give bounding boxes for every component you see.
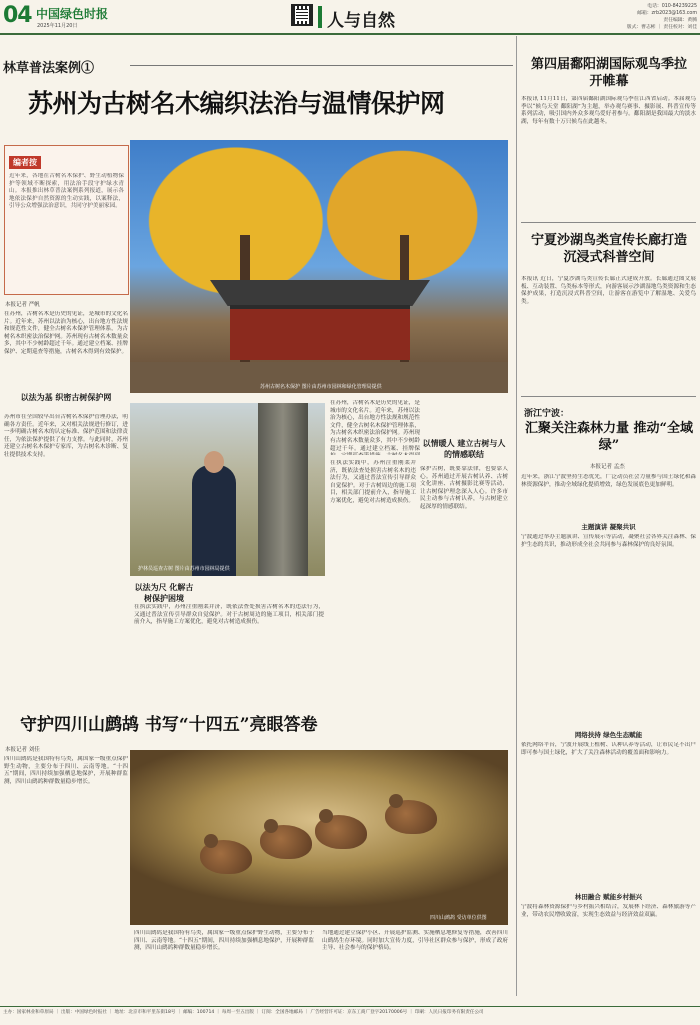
article-3-text-3: 依托网络平台，宁波开展线上植树、认种认养等活动，让市民足不出户即可参与国土绿化，扩大了关注森林活动的覆盖面和影响力。 bbox=[521, 742, 696, 756]
article-3-subhead-1: 主题演讲 凝聚共识 bbox=[581, 523, 636, 531]
photo-caption-birds: 四川山鹧鸪 受访单位供图 bbox=[430, 915, 487, 921]
article-3-byline: 本报记者 孟杰 bbox=[590, 464, 625, 470]
partridge-4 bbox=[385, 800, 437, 834]
contact-phone: 电话：010-84239225 bbox=[647, 4, 697, 9]
partridge-1 bbox=[200, 840, 252, 874]
issue-date: 2025年11月20日 bbox=[37, 23, 78, 29]
editor-note-text: 近年来，各地在古树名木保护、野生动植物保护等领域不断探索，用法治手段守护绿水青山。本报推出林草普法案例系列报道，展示各地依法保护自然资源的生动实践，以案释法，引导公众增强法治意识，共同守护美丽家园。 bbox=[9, 173, 124, 210]
contact-editor: 责任编辑：黄腾 bbox=[663, 18, 697, 23]
article-1-text: 本报讯 11月11日，第四届鄱阳湖国际观鸟季在江西省启动。本届观鸟季以“候鸟天堂 鄱阳湖”为主题，举办观鸟赛事、摄影展、科普宣传等系列活动，吸引国内外众多观鸟爱好者参与。鄱阳湖是我国最大的淡水湖，每年有数十万只候鸟在此越冬。 bbox=[521, 96, 696, 125]
ranger-head bbox=[204, 451, 224, 473]
article-3-text-2: 宁波通过举办主题演讲、宣传展示等活动，凝聚社会各界关注森林、保护生态的共识，推动形成全社会共同参与森林保护的良好氛围。 bbox=[521, 534, 696, 548]
article-divider-1 bbox=[521, 222, 696, 223]
article-divider-2 bbox=[521, 396, 696, 397]
column-5-text: 在执法实践中，苏州注重刚柔并济，既依法查处损害古树名木的违法行为，又通过普法宣传引导群众自觉保护。对于古树周边的施工项目，相关部门提前介入，指导施工方案优化，避免对古树造成损伤。 bbox=[330, 460, 416, 504]
column-4-text: 保护古树，既要靠法律，也要靠人心。苏州通过开展古树认养、古树文化讲座、古树摄影比赛等活动，让古树保护理念深入人心。许多市民主动参与古树认养，与古树建立起深厚的情感联结。 bbox=[420, 466, 508, 510]
ranger-figure bbox=[192, 465, 236, 576]
article-1-headline: 第四届鄱阳湖国际观鸟季拉开帷幕 bbox=[530, 57, 687, 89]
page-number: 04 bbox=[3, 3, 32, 28]
column-divider bbox=[516, 36, 517, 996]
byline-1: 本报记者 严帆 bbox=[5, 302, 40, 308]
partridge-2 bbox=[260, 825, 312, 859]
photo-caption-tree: 苏州古树名木保护 图片由苏州市园林和绿化管理局提供 bbox=[260, 384, 382, 390]
partridge-3 bbox=[315, 815, 367, 849]
birds-text-right: 当地通过建立保护小区、开展巡护监测、实施栖息地修复等措施，改善四川山鹧鸪生存环境。同时加大宣传力度，引导社区群众参与保护，形成了政府主导、社会参与的保护格局。 bbox=[322, 930, 508, 952]
second-headline: 守护四川山鹧鸪 书写“十四五”亮眼答卷 bbox=[20, 715, 318, 735]
birds-text-middle: 四川山鹧鸪是我国特有鸟类，属国家一级重点保护野生动物，主要分布于四川、云南等地。“十四五”期间，四川持续加强栖息地保护，开展种群监测，四川山鹧鸪种群数量稳步增长。 bbox=[134, 930, 314, 952]
article-2-text: 本报讯 近日，宁夏沙湖鸟类宣传长廊正式建成开放。长廊通过图文展板、互动装置、鸟类标本等形式，向游客展示沙湖湿地鸟类资源和生态保护成果，打造沉浸式科普空间，让游客在游览中了解湿地、关爱鸟类。 bbox=[521, 276, 696, 305]
section-title: 人与自然 bbox=[327, 11, 395, 31]
temple-roof bbox=[210, 280, 430, 306]
article-3-subhead-3: 林田融合 赋能乡村振兴 bbox=[574, 893, 643, 901]
article-3-headline: 汇聚关注森林力量 推动“全域绿” bbox=[525, 421, 694, 453]
subhead-2: 以法为尺 化解古树保护困境 bbox=[134, 582, 194, 603]
paper-name: 中国绿色时报 bbox=[36, 7, 109, 21]
article-3-region: 浙江宁波： bbox=[524, 409, 570, 419]
subhead-1: 以法为基 织密古树保护网 bbox=[20, 392, 112, 402]
editor-note-tag: 编者按 bbox=[9, 156, 41, 169]
ancient-tree-photo bbox=[130, 140, 508, 393]
column-1-text: 在苏州，古树名木是历史的见证，是城市的文化名片。近年来，苏州以法治为核心，出台地方性法规和规范性文件，健全古树名木保护管理体系，为古树名木织密法治保护网。苏州现有古树名木数量众多，其中不少树龄超过千年。通过建立档案、挂牌保护、定期巡查等措施，古树名木得到有效保护。 bbox=[4, 311, 128, 355]
subhead-3: 以情暖人 建立古树与人的情感联结 bbox=[422, 438, 506, 459]
ranger-photo bbox=[130, 403, 325, 576]
column-2-text: 苏州市在全国较早出台古树名木保护管理办法，明确各方责任。近年来，又对相关法规进行修订，进一步明确古树名木的认定标准、保护范围和法律责任，为依法保护提供了有力支撑。与此同时，苏州还建立古树名木保护专家库，为古树名木诊断、复壮提供技术支持。 bbox=[4, 414, 128, 458]
section-marker bbox=[318, 6, 322, 28]
column-3-text: 在执法实践中，苏州注重刚柔并济，既依法查处损害古树名木的违法行为，又通过普法宣传引导群众自觉保护。对于古树周边的施工项目，相关部门提前介入，指导施工方案优化，避免对古树造成损伤。 bbox=[134, 604, 324, 626]
contact-email: 邮箱：zrb2023@163.com bbox=[637, 11, 697, 16]
old-tree-trunk bbox=[258, 403, 308, 576]
qr-code-pattern bbox=[296, 9, 308, 21]
article-3-text-4: 宁波将森林资源保护与乡村振兴相结合，发展林下经济、森林旅游等产业，带动农民增收致富，实现生态效益与经济效益双赢。 bbox=[521, 904, 696, 918]
column-4-intro: 在苏州，古树名木是历史的见证，是城市的文化名片。近年来，苏州以法治为核心，出台地方性法规和规范性文件，健全古树名木保护管理体系，为古树名木织密法治保护网。苏州现有古树名木数量众多，其中不少树龄超过千年。通过建立档案、挂牌保 bbox=[330, 400, 420, 452]
series-divider bbox=[130, 65, 513, 66]
editor-note-box bbox=[4, 145, 129, 295]
birds-text-left: 四川山鹧鸪是我国特有鸟类，属国家一级重点保护野生动物，主要分布于四川、云南等地。“十四五”期间，四川持续加强栖息地保护，开展种群监测，四川山鹧鸪种群数量稳步增长。 bbox=[4, 756, 128, 785]
article-3-text: 近年来，浙江宁波坚持生态优先，广泛动员社会力量参与国土绿化和森林资源保护，推动全域绿化提质增效，绿色发展底色更加鲜明。 bbox=[521, 474, 696, 488]
series-tag: 林草普法案例① bbox=[3, 61, 95, 76]
footer-info: 主办：国家林业和草原局 ｜ 出版：中国绿色时报社 ｜ 地址：北京市和平里东街18号 ｜ 邮编：100714 ｜ 每周一至五出版 ｜ 订阅：全国各地邮局 ｜ 广告经营许可证：京东工商广登字20170006号 ｜ 印刷：人民日报印务有限责任公司 bbox=[3, 1010, 484, 1015]
footer-divider bbox=[0, 1006, 700, 1007]
article-2-headline: 宁夏沙湖鸟类宣传长廊打造沉浸式科普空间 bbox=[530, 233, 687, 265]
header-divider bbox=[0, 33, 700, 35]
photo-caption-ranger: 护林员巡查古树 图片由苏州市园林局提供 bbox=[138, 566, 230, 572]
temple-hall bbox=[230, 305, 410, 360]
main-headline: 苏州为古树名木编织法治与温情保护网 bbox=[28, 89, 445, 118]
contact-layout: 版式：曹志彬 ｜ 责任校对：刘佳 bbox=[626, 25, 697, 30]
contact-info bbox=[565, 3, 697, 31]
byline-2: 本报记者 刘佳 bbox=[5, 747, 40, 753]
partridge-photo bbox=[130, 750, 508, 925]
article-3-subhead-2: 网络扶持 绿色生态赋能 bbox=[574, 731, 643, 739]
